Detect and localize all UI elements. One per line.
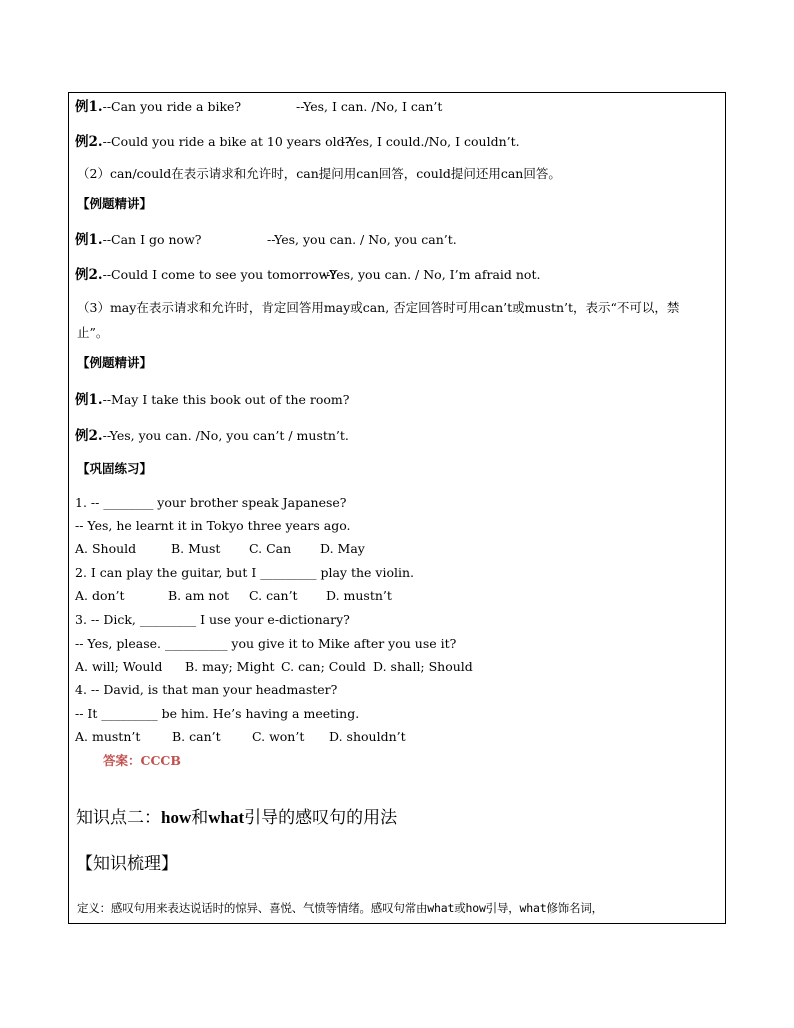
option-c: C. won’t xyxy=(252,729,305,744)
example-5 xyxy=(75,392,349,408)
example-question: --Can I go now? xyxy=(102,232,202,247)
example-6 xyxy=(75,428,349,444)
example-label: 例2. xyxy=(75,267,103,283)
exercise-1-response: -- Yes, he learnt it in Tokyo three years ago. xyxy=(75,518,351,533)
section-heading-examples-2: 【例题精讲】 xyxy=(77,355,153,370)
example-3 xyxy=(75,232,457,248)
example-answer: --Yes, you can. / No, I’m afraid not. xyxy=(322,267,541,282)
knowledge-summary-heading: 【知识梳理】 xyxy=(76,854,178,874)
rule-paragraph-3-cont: 止”。 xyxy=(77,325,109,340)
example-2 xyxy=(75,134,520,150)
answer-key: 答案：CCCB xyxy=(103,753,181,768)
option-d: D. shouldn’t xyxy=(329,729,406,744)
option-a: A. Should xyxy=(75,541,137,556)
exercise-4-response: -- It _________ be him. He’s having a meeting. xyxy=(75,706,360,721)
exercise-4-question: 4. -- David, is that man your headmaster? xyxy=(75,682,338,697)
section-heading-examples: 【例题精讲】 xyxy=(77,196,153,211)
example-label: 例1. xyxy=(75,392,103,408)
option-b: B. Must xyxy=(171,541,221,556)
option-c: C. can’t xyxy=(249,588,298,603)
option-c: C. can; Could xyxy=(281,659,366,674)
example-label: 例1. xyxy=(75,99,103,115)
option-a: A. will; Would xyxy=(75,659,163,674)
option-c: C. Can xyxy=(249,541,292,556)
example-4 xyxy=(75,267,541,283)
example-question: --Could I come to see you tomorrow? xyxy=(102,267,336,282)
section-heading-practice: 【巩固练习】 xyxy=(77,461,153,476)
option-b: B. may; Might xyxy=(185,659,275,674)
kp-title-part: 引导的感叹句的用法 xyxy=(244,808,398,828)
example-question: --May I take this book out of the room? xyxy=(102,392,350,407)
kp-title-part: 知识点二： xyxy=(76,808,161,828)
rule-paragraph-2: （2）can/could在表示请求和允许时，can提问用can回答，could提问还用can回答。 xyxy=(77,166,561,181)
kp-keyword-how: how xyxy=(161,808,192,827)
example-label: 例2. xyxy=(75,134,103,150)
option-d: D. shall; Should xyxy=(373,659,473,674)
exercise-3-response: -- Yes, please. __________ you give it to Mike after you use it? xyxy=(75,636,457,651)
example-answer: --Yes, I could./No, I couldn’t. xyxy=(341,134,520,149)
option-d: D. May xyxy=(320,541,365,556)
exercise-3-question: 3. -- Dick, _________ I use your e-dictionary? xyxy=(75,612,350,627)
option-b: B. can’t xyxy=(172,729,221,744)
rule-paragraph-3: （3）may在表示请求和允许时，肯定回答用may或can, 否定回答时可用can’t或mustn’t，表示“不可以，禁 xyxy=(77,300,680,315)
exercise-1-question: 1. -- ________ your brother speak Japanese? xyxy=(75,495,347,510)
example-label: 例2. xyxy=(75,428,103,444)
example-label: 例1. xyxy=(75,232,103,248)
example-answer: --Yes, I can. /No, I can’t xyxy=(296,99,443,114)
example-question: --Could you ride a bike at 10 years old? xyxy=(102,134,352,149)
option-b: B. am not xyxy=(168,588,230,603)
example-question: --Can you ride a bike? xyxy=(102,99,242,114)
option-a: A. don’t xyxy=(75,588,125,603)
kp-keyword-what: what xyxy=(208,808,245,827)
knowledge-point-2-heading xyxy=(76,806,397,830)
example-answer: --Yes, you can. / No, you can’t. xyxy=(267,232,457,247)
option-a: A. mustn’t xyxy=(75,729,141,744)
kp-title-part: 和 xyxy=(191,808,209,828)
example-1 xyxy=(75,99,443,115)
definition-text: 定义：感叹句用来表达说话时的惊异、喜悦、气愤等情绪。感叹句常由what或how引导，what修饰名词， xyxy=(77,901,603,915)
example-question: --Yes, you can. /No, you can’t / mustn’t. xyxy=(102,428,349,443)
exercise-2-question: 2. I can play the guitar, but I _________ play the violin. xyxy=(75,565,415,580)
option-d: D. mustn’t xyxy=(326,588,392,603)
